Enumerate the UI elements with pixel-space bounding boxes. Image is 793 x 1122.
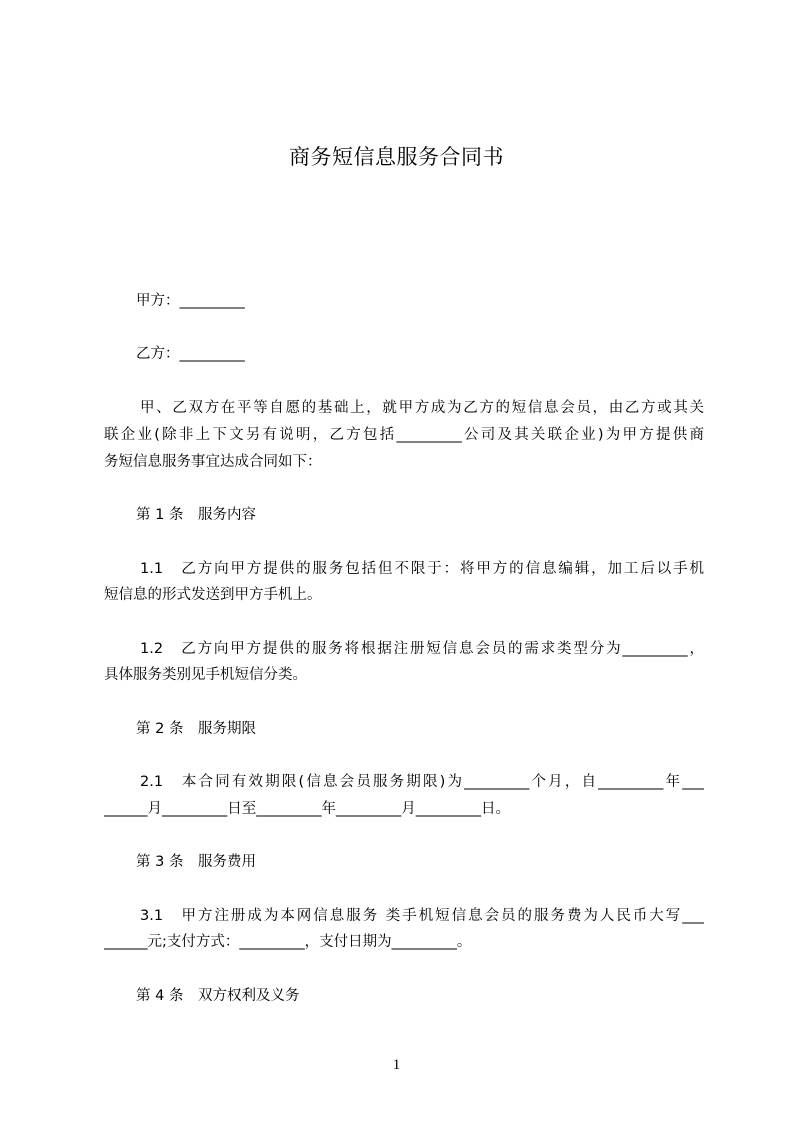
preamble-line-3: 务短信息服务事宜达成合同如下：	[104, 454, 322, 470]
clause-1-1-line-2: 短信息的形式发送到甲方手机上。	[104, 587, 322, 603]
clause-2-1-line-1: 2.1 本合同有效期限(信息会员服务期限)为_________个月，自_________年___	[140, 774, 704, 790]
preamble-line-1: 甲、乙双方在平等自愿的基础上，就甲方成为乙方的短信息会员，由乙方或其关	[140, 400, 704, 416]
article-2-heading: 第 2 条 服务期限	[136, 721, 256, 737]
page-number: 1	[392, 1057, 401, 1073]
party-b-line: 乙方：_________	[136, 346, 245, 362]
article-1-heading: 第 1 条 服务内容	[136, 507, 256, 523]
clause-3-1-line-2: ______元;支付方式：_________，支付日期为_________。	[104, 934, 472, 950]
article-4-heading: 第 4 条 双方权利及义务	[136, 988, 300, 1004]
clause-1-2-line-1: 1.2 乙方向甲方提供的服务将根据注册短信息会员的需求类型分为_________，	[140, 641, 704, 657]
clause-2-1-line-2: ______月_________日至_________年_________月_________日。	[104, 801, 510, 817]
article-3-heading: 第 3 条 服务费用	[136, 854, 256, 870]
clause-3-1-line-1: 3.1 甲方注册成为本网信息服务 类手机短信息会员的服务费为人民币大写___	[140, 908, 704, 924]
clause-1-2-line-2: 具体服务类别见手机短信分类。	[104, 667, 307, 683]
document-title: 商务短信息服务合同书	[289, 145, 504, 169]
preamble-line-2: 联企业(除非上下文另有说明，乙方包括_________公司及其关联企业)为甲方提供商	[104, 427, 704, 443]
clause-1-1-line-1: 1.1 乙方向甲方提供的服务包括但不限于：将甲方的信息编辑，加工后以手机	[140, 561, 704, 577]
party-a-line: 甲方：_________	[136, 293, 245, 309]
